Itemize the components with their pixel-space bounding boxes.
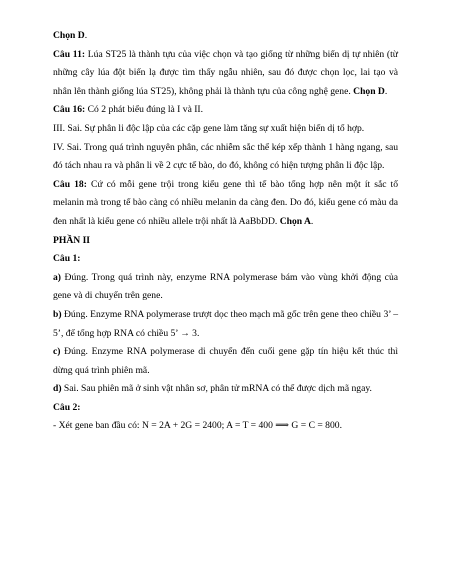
statement-text: III. Sai. Sự phân li độc lập của các cặp gene làm tăng sự xuất hiện biến dị tổ hợp. xyxy=(53,122,365,134)
question-text: Cứ có mỗi gene trội trong kiểu gene thì tế bào tổng hợp nên một ít sắc tố melanin mà trong tế bào càng có nhiều melanin da càng đen. Do đó, kiểu gene có màu da đen nhất là kiểu gene có nhiều allele trội nhất là AaBbDD. xyxy=(53,178,399,227)
item-c xyxy=(53,343,398,380)
question-text: Lúa ST25 là thành tựu của việc chọn và tạo giống từ những biến dị tự nhiên (từ những cây lúa đột biến lạ được tìm thấy ngẫu nhiên, sau đó được chọn lọc, lai tạo và nhân lên thành giống lúa ST25), không phải là thành tựu của công nghệ gene. xyxy=(53,48,398,97)
item-text: Đúng. Enzyme RNA polymerase di chuyển đến cuối gene gặp tín hiệu kết thúc thì dừng quá trình phiên mã. xyxy=(53,346,398,376)
answer-choice: Chọn D xyxy=(353,85,385,97)
text: . xyxy=(310,215,314,227)
item-text: Đúng. Enzyme RNA polymerase trượt dọc theo mạch mã gốc trên gene theo chiều 3’ – 5’, để tổng hợp RNA có chiều 5’ → 3. xyxy=(53,308,398,339)
question-16 xyxy=(53,101,398,120)
text: . xyxy=(84,30,88,41)
answer-choice: Chọn D xyxy=(53,30,85,41)
question-1-heading xyxy=(53,250,398,269)
answer-line xyxy=(53,27,398,46)
question-11 xyxy=(53,46,398,102)
text: . xyxy=(384,85,388,97)
question-label: Câu 1: xyxy=(53,253,81,265)
section-title: PHẦN II xyxy=(53,234,91,246)
item-label: b) xyxy=(53,308,62,320)
answer-choice: Chọn A xyxy=(279,215,311,227)
section-heading xyxy=(53,232,398,251)
item-label: d) xyxy=(53,383,62,395)
question-label: Câu 2: xyxy=(53,401,81,413)
item-d xyxy=(53,380,398,399)
item-label: a) xyxy=(53,271,61,283)
calculation-text: - Xét gene ban đầu có: N = 2A + 2G = 2400; A = T = 400 ⟹ G = C = 800. xyxy=(53,420,342,432)
item-text: Sai. Sau phiên mã ở sinh vật nhân sơ, phân tử mRNA có thể được dịch mã ngay. xyxy=(61,383,372,395)
question-label: Câu 18: xyxy=(53,178,87,190)
question-text: Có 2 phát biểu đúng là I và II. xyxy=(85,104,204,116)
item-a xyxy=(53,269,398,306)
document-content xyxy=(53,27,398,436)
question-label: Câu 16: xyxy=(53,104,86,116)
calculation-line xyxy=(53,417,398,436)
question-label: Câu 11: xyxy=(53,48,86,60)
question-2-heading xyxy=(53,399,398,418)
question-18 xyxy=(53,176,398,232)
statement-iv xyxy=(53,139,398,176)
statement-text: IV. Sai. Trong quá trình nguyên phân, các nhiễm sắc thể kép xếp thành 1 hàng ngang, sau đó tách nhau ra và phân li về 2 cực tế bào, do đó, không có hiện tượng phân li độc lập. xyxy=(53,141,398,172)
item-label: c) xyxy=(53,346,61,358)
statement-iii xyxy=(53,120,398,139)
item-text: Đúng. Trong quá trình này, enzyme RNA polymerase bám vào vùng khởi động của gene và di chuyển trên gene. xyxy=(53,271,398,302)
item-b xyxy=(53,306,398,343)
